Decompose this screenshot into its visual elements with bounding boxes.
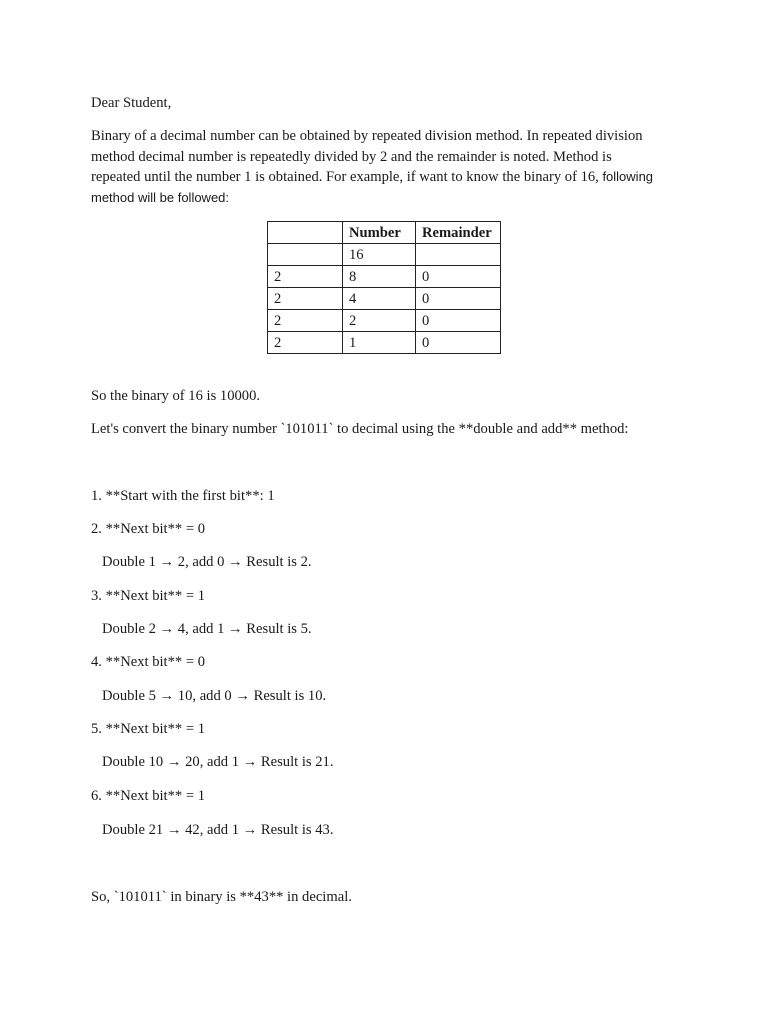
intro-line <box>91 167 681 188</box>
step-detail: Double 21 → 42, add 1 → Result is 43. <box>102 822 334 838</box>
table-header-cell: Number <box>343 222 416 244</box>
division-table <box>267 221 501 354</box>
table-cell: 0 <box>416 288 501 310</box>
step-title: 5. **Next bit** = 1 <box>91 721 206 737</box>
table-cell: 8 <box>343 266 416 288</box>
table-header-row <box>268 222 501 244</box>
intro-paragraph <box>91 126 681 208</box>
table-row <box>268 332 501 354</box>
final-text: So, `101011` in binary is **43** in decimal. <box>91 889 352 905</box>
step-title: 2. **Next bit** = 0 <box>91 521 206 537</box>
greeting: Dear Student, <box>91 95 172 111</box>
table-cell: 2 <box>268 310 343 332</box>
table-row <box>268 288 501 310</box>
table-header-cell: Remainder <box>416 222 501 244</box>
step-title: 3. **Next bit** = 1 <box>91 588 206 604</box>
table-cell: 4 <box>343 288 416 310</box>
table-row <box>268 266 501 288</box>
step-title: 4. **Next bit** = 0 <box>91 654 206 670</box>
table-cell: 2 <box>343 310 416 332</box>
table-header-cell <box>268 222 343 244</box>
table-cell <box>416 244 501 266</box>
table-cell: 0 <box>416 332 501 354</box>
table-cell: 0 <box>416 310 501 332</box>
convert-intro: Let's convert the binary number `101011` to decimal using the **double and add** method: <box>91 421 629 437</box>
step-detail: Double 1 → 2, add 0 → Result is 2. <box>102 554 312 570</box>
intro-line-sans: following <box>598 169 654 184</box>
intro-line-serif: repeated until the number 1 is obtained. For example, if want to know the binary of 16, <box>91 169 599 185</box>
table-cell: 2 <box>268 288 343 310</box>
table-row <box>268 310 501 332</box>
step-title: 1. **Start with the first bit**: 1 <box>91 488 275 504</box>
table-cell: 1 <box>343 332 416 354</box>
step-detail: Double 2 → 4, add 1 → Result is 5. <box>102 621 312 637</box>
table-cell: 2 <box>268 266 343 288</box>
intro-line: method decimal number is repeatedly divided by 2 and the remainder is noted. Method is <box>91 148 612 165</box>
table-row <box>268 244 501 266</box>
step-title: 6. **Next bit** = 1 <box>91 788 206 804</box>
table-cell: 16 <box>343 244 416 266</box>
conclusion-text: So the binary of 16 is 10000. <box>91 388 261 404</box>
table-cell: 2 <box>268 332 343 354</box>
step-detail: Double 10 → 20, add 1 → Result is 21. <box>102 754 334 770</box>
intro-line: method will be followed: <box>91 189 230 205</box>
table-cell <box>268 244 343 266</box>
table-cell: 0 <box>416 266 501 288</box>
intro-line: Binary of a decimal number can be obtained by repeated division method. In repeated division <box>91 128 643 144</box>
step-detail: Double 5 → 10, add 0 → Result is 10. <box>102 688 327 704</box>
